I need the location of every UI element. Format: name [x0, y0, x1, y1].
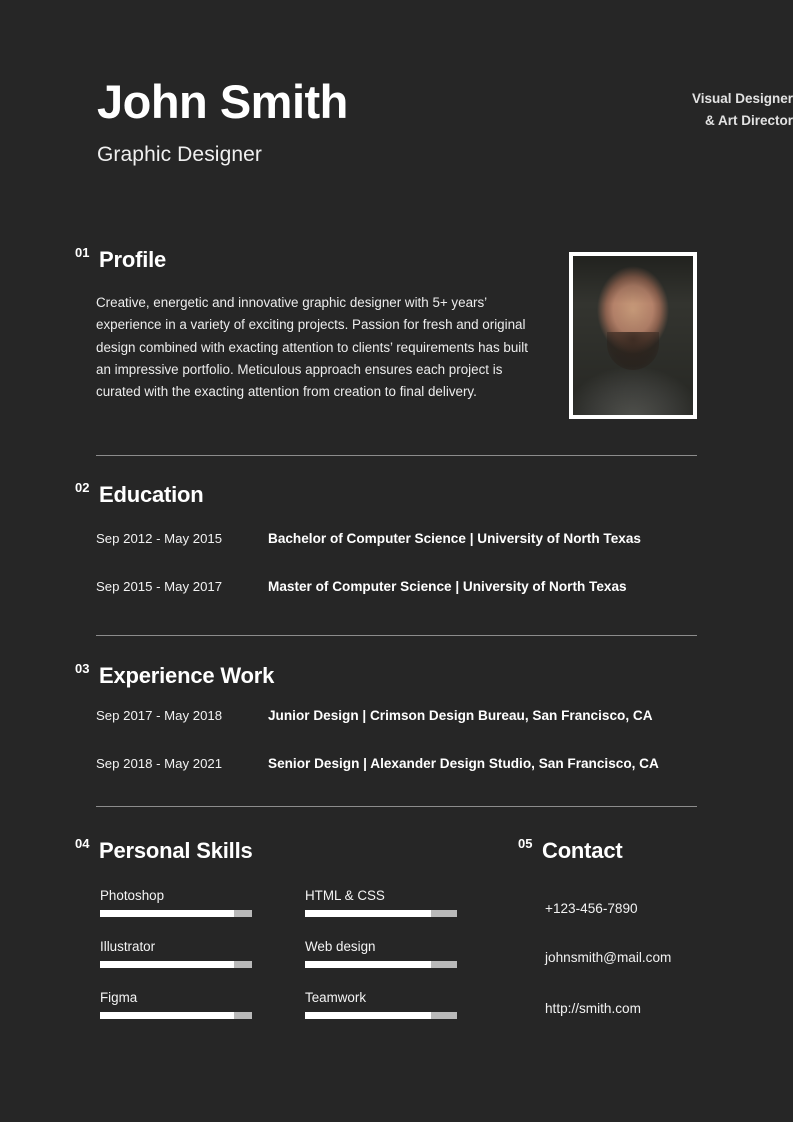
page-title: John Smith	[97, 75, 348, 128]
skill-label: Illustrator	[100, 939, 156, 954]
list-item	[96, 531, 641, 546]
skill-label: Figma	[100, 990, 138, 1005]
skill-bar-track	[305, 961, 457, 968]
entry-date: Sep 2015 - May 2017	[96, 579, 223, 594]
list-item	[96, 756, 659, 771]
section-title: Profile	[99, 247, 167, 272]
section-number: 02	[75, 480, 90, 495]
skill-item	[100, 939, 252, 968]
section-number: 01	[75, 245, 90, 260]
contact-phone[interactable]: +123-456-7890	[545, 901, 638, 916]
entry-description: Senior Design | Alexander Design Studio, San Francisco, CA	[268, 756, 659, 771]
contact-website[interactable]: http://smith.com	[545, 1001, 641, 1016]
skill-bar-fill	[100, 961, 234, 968]
skill-bar-fill	[305, 1012, 431, 1019]
list-item	[96, 708, 653, 723]
section-number: 04	[75, 836, 90, 851]
contact-email[interactable]: johnsmith@mail.com	[545, 950, 672, 965]
entry-date: Sep 2017 - May 2018	[96, 708, 223, 723]
profile-text: Creative, energetic and innovative graphic designer with 5+ years’ experience in a variety of exciting projects. Passion for fresh and original design combined with exacting attention to clients’ requirements has built an impressive portfolio. Meticulous approach ensures each project is curated with the exacting attention from creation to final delivery.	[96, 295, 528, 399]
skill-bar-track	[100, 961, 252, 968]
skill-label: Teamwork	[305, 990, 367, 1005]
section-title: Contact	[542, 838, 623, 863]
tagline-line-1: Visual Designer	[691, 91, 793, 106]
section-number: 03	[75, 661, 90, 676]
skill-item	[305, 888, 457, 917]
section-title: Personal Skills	[99, 838, 253, 863]
header-tagline	[573, 88, 793, 133]
list-item	[96, 579, 627, 594]
skill-item	[100, 990, 252, 1019]
skill-item	[100, 888, 252, 917]
section-heading-skills	[75, 838, 253, 864]
divider	[96, 806, 697, 807]
skill-label: HTML & CSS	[305, 888, 385, 903]
entry-date: Sep 2012 - May 2015	[96, 531, 223, 546]
entry-description: Bachelor of Computer Science | University of North Texas	[268, 531, 641, 546]
divider	[96, 635, 697, 636]
skill-bar-track	[305, 1012, 457, 1019]
section-heading-experience	[75, 663, 274, 689]
skill-bar-fill	[305, 961, 431, 968]
skill-label: Web design	[305, 939, 376, 954]
section-heading-education	[75, 482, 204, 508]
avatar	[569, 252, 697, 419]
skill-item	[305, 939, 457, 968]
skill-item	[305, 990, 457, 1019]
job-title: Graphic Designer	[97, 143, 263, 166]
skill-bar-track	[100, 910, 252, 917]
section-title: Experience Work	[99, 663, 275, 688]
skill-bar-fill	[100, 910, 234, 917]
skill-label: Photoshop	[100, 888, 165, 903]
divider	[96, 455, 697, 456]
section-heading-profile	[75, 247, 166, 273]
entry-description: Master of Computer Science | University of North Texas	[268, 579, 627, 594]
entry-date: Sep 2018 - May 2021	[96, 756, 223, 771]
skill-bar-track	[305, 910, 457, 917]
tagline-line-2: & Art Director	[704, 113, 793, 129]
portrait-overlay	[573, 256, 693, 415]
skill-bar-fill	[305, 910, 431, 917]
section-heading-contact	[518, 838, 623, 864]
section-title: Education	[99, 482, 204, 507]
section-number: 05	[518, 836, 533, 851]
skill-bar-fill	[100, 1012, 234, 1019]
entry-description: Junior Design | Crimson Design Bureau, San Francisco, CA	[268, 708, 653, 723]
skill-bar-track	[100, 1012, 252, 1019]
